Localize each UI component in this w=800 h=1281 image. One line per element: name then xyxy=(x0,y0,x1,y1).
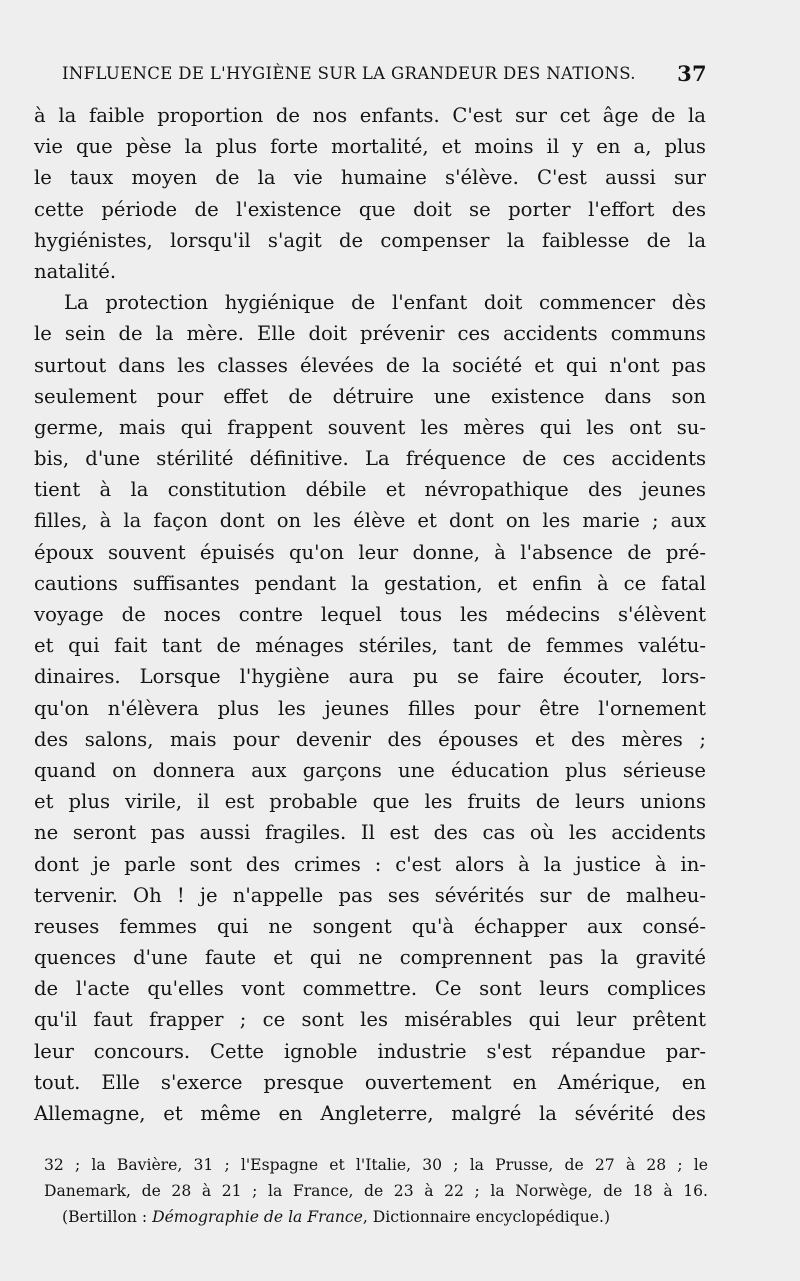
text-line: et qui fait tant de ménages stériles, tant de femmes valétu- xyxy=(34,634,706,658)
text-line: dont je parle sont des crimes : c'est alors à la justice à in- xyxy=(34,852,706,876)
text-line: quences d'une faute et qui ne comprennent pas la gravité xyxy=(34,946,706,970)
text-line: surtout dans les classes élevées de la société et qui n'ont pas xyxy=(34,353,706,377)
text-line: voyage de noces contre lequel tous les médecins s'élèvent xyxy=(34,603,706,626)
text-line: tervenir. Oh ! je n'appelle pas ses sévérités sur de malheu- xyxy=(34,883,706,907)
text-line: bis, d'une stérilité définitive. La fréquence de ces accidents xyxy=(34,447,706,471)
text-line: cette période de l'existence que doit se porter l'effort des xyxy=(34,197,706,221)
text-line: qu'on n'élèvera plus les jeunes filles pour être l'ornement xyxy=(34,696,706,720)
footnote-citation xyxy=(44,1204,708,1230)
text-line: des salons, mais pour devenir des épouses et des mères ; xyxy=(34,727,706,751)
text-line: natalité. xyxy=(34,259,117,283)
citation-title: Démographie de la France xyxy=(152,1208,363,1226)
text-line: dinaires. Lorsque l'hygiène aura pu se faire écouter, lors- xyxy=(34,665,706,689)
text-line: à la faible proportion de nos enfants. C'est sur cet âge de la xyxy=(34,104,706,127)
text-line: filles, à la façon dont on les élève et dont on les marie ; aux xyxy=(34,509,706,533)
footnote xyxy=(44,1152,708,1230)
text-line: de l'acte qu'elles vont commettre. Ce sont leurs complices xyxy=(34,977,706,1001)
text-line: cautions suffisantes pendant la gestation, et enfin à ce fatal xyxy=(34,571,706,595)
text-line: ne seront pas aussi fragiles. Il est des cas où les accidents xyxy=(34,821,706,845)
citation-close: , Dictionnaire encyclopédique.) xyxy=(362,1208,611,1226)
text-line: et plus virile, il est probable que les fruits de leurs unions xyxy=(34,790,706,814)
citation-open: (Bertillon : xyxy=(62,1208,153,1226)
text-line: vie que pèse la plus forte mortalité, et moins il y en a, plus xyxy=(34,135,706,159)
page-number: 37 xyxy=(677,61,707,86)
text-line: reuses femmes qui ne songent qu'à échapper aux consé- xyxy=(34,914,706,938)
text-line: le taux moyen de la vie humaine s'élève. C'est aussi sur xyxy=(34,166,706,190)
text-line: tient à la constitution débile et névropathique des jeunes xyxy=(34,478,706,502)
text-line: Allemagne, et même en Angleterre, malgré la sévérité des xyxy=(34,1102,706,1125)
text-line: leur concours. Cette ignoble industrie s'est répandue par- xyxy=(34,1039,706,1063)
body-text xyxy=(34,100,706,1129)
text-line: seulement pour effet de détruire une existence dans son xyxy=(34,384,706,408)
text-line: époux souvent épuisés qu'on leur donne, à l'absence de pré- xyxy=(34,540,706,564)
text-line: La protection hygiénique de l'enfant doit commencer dès xyxy=(64,291,706,315)
running-head xyxy=(62,61,707,90)
text-line: hygiénistes, lorsqu'il s'agit de compenser la faiblesse de la xyxy=(34,228,706,252)
text-line: germe, mais qui frappent souvent les mères qui les ont su- xyxy=(34,415,706,439)
footnote-line: 32 ; la Bavière, 31 ; l'Espagne et l'Italie, 30 ; la Prusse, de 27 à 28 ; le xyxy=(44,1156,708,1174)
text-line: qu'il faut frapper ; ce sont les misérables qui leur prêtent xyxy=(34,1008,706,1032)
text-line: le sein de la mère. Elle doit prévenir ces accidents communs xyxy=(34,322,706,346)
text-line: quand on donnera aux garçons une éducation plus sérieuse xyxy=(34,758,706,782)
running-head-title: INFLUENCE DE L'HYGIÈNE SUR LA GRANDEUR DES NATIONS. xyxy=(62,64,636,83)
footnote-line: Danemark, de 28 à 21 ; la France, de 23 à 22 ; la Norwège, de 18 à 16. xyxy=(44,1182,708,1200)
text-line: tout. Elle s'exerce presque ouvertement en Amérique, en xyxy=(34,1070,706,1094)
